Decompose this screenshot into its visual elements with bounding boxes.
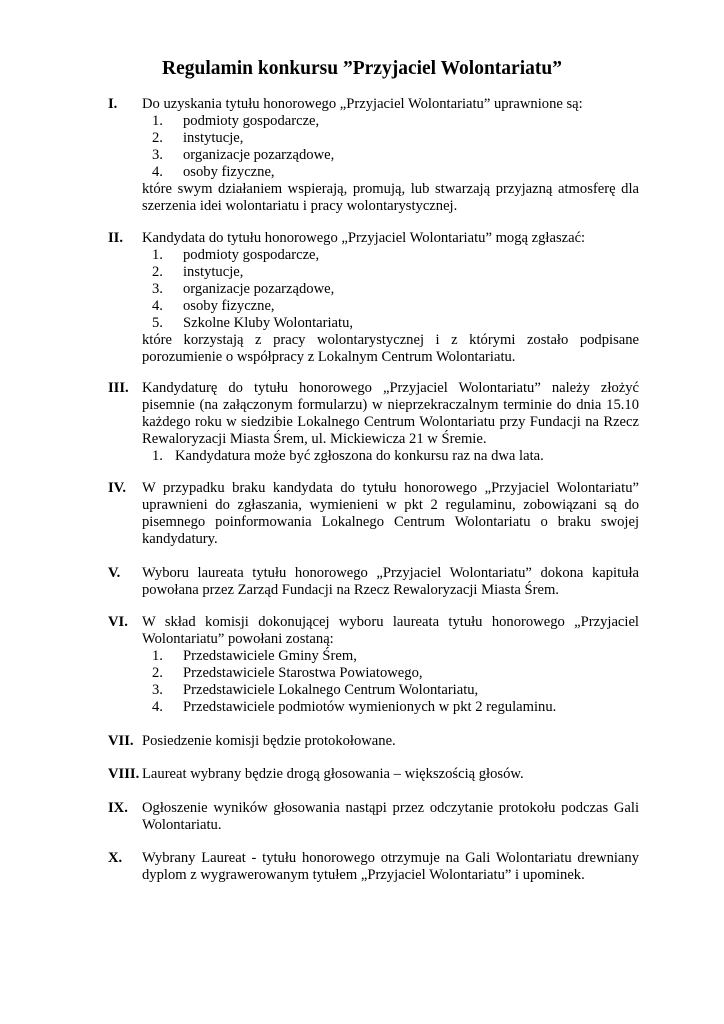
item-list (142, 113, 639, 181)
item-list (142, 247, 639, 332)
section-6 (108, 614, 639, 716)
section-intro: Ogłoszenie wyników głosowania nastąpi przez odczytanie protokołu podczas Gali Wolontariatu. (142, 800, 639, 833)
list-item: 2. Przedstawiciele Starostwa Powiatowego, (152, 665, 423, 681)
section-2 (108, 230, 639, 366)
list-item: 1. Przedstawiciele Gminy Śrem, (152, 648, 357, 664)
section-outro: które korzystają z pracy wolontarystycznej i z którymi zostało podpisane porozumienie o współpracy z Lokalnym Centrum Wolontariatu. (142, 332, 639, 365)
item-list (142, 648, 639, 716)
list-item: 3. organizacje pozarządowe, (152, 147, 335, 163)
list-item: 3. Przedstawiciele Lokalnego Centrum Wolontariatu, (152, 682, 479, 698)
section-number: X. (108, 850, 123, 866)
section-intro: Wybrany Laureat - tytułu honorowego otrzymuje na Gali Wolontariatu drewniany dyplom z wygrawerowanym tytułem „Przyjaciel Wolontariatu” i upominek. (142, 850, 639, 883)
section-4 (108, 480, 639, 548)
section-number: IX. (108, 800, 128, 816)
list-item: 2. instytucje, (152, 130, 244, 146)
section-intro: Do uzyskania tytułu honorowego „Przyjaciel Wolontariatu” uprawnione są: (142, 96, 583, 112)
section-intro: Posiedzenie komisji będzie protokołowane. (142, 733, 396, 749)
section-9 (108, 800, 639, 834)
section-intro: Laureat wybrany będzie drogą głosowania – większością głosów. (142, 766, 524, 782)
section-number: VII. (108, 733, 134, 749)
section-number: IV. (108, 480, 126, 496)
list-item: 2. instytucje, (152, 264, 244, 280)
section-intro: Kandydata do tytułu honorowego „Przyjaciel Wolontariatu” mogą zgłaszać: (142, 230, 586, 246)
section-3 (108, 380, 639, 465)
section-intro: Kandydaturę do tytułu honorowego „Przyjaciel Wolontariatu” należy złożyć pisemnie (na załączonym formularzu) w nieprzekraczalnym terminie do dnia 15.10 każdego roku w siedzibie Lokalnego Centrum Wolontariatu przy Fundacji na Rzecz Rewaloryzacji Miasta Śrem, ul. Mickiewicza 21 w Śremie. (142, 380, 639, 447)
list-item: 3. organizacje pozarządowe, (152, 281, 335, 297)
section-intro: W skład komisji dokonującej wyboru laureata tytułu honorowego „Przyjaciel Wolontariatu” powołani zostaną: (142, 614, 639, 647)
list-item: 4. Przedstawiciele podmiotów wymienionych w pkt 2 regulaminu. (152, 699, 557, 715)
section-intro: Wyboru laureata tytułu honorowego „Przyjaciel Wolontariatu” dokona kapituła powołana przez Zarząd Fundacji na Rzecz Rewaloryzacji Miasta Śrem. (142, 565, 639, 598)
list-item: 5. Szkolne Kluby Wolontariatu, (152, 315, 354, 331)
section-7 (108, 733, 639, 750)
section-number: V. (108, 565, 121, 581)
list-item: 1. Kandydatura może być zgłoszona do konkursu raz na dwa lata. (152, 448, 544, 464)
section-5 (108, 565, 639, 599)
section-1 (108, 96, 639, 215)
section-number: III. (108, 380, 129, 396)
section-10 (108, 850, 639, 884)
section-number: I. (108, 96, 118, 112)
section-intro: W przypadku braku kandydata do tytułu honorowego „Przyjaciel Wolontariatu” uprawnieni do zgłaszania, wymienieni w pkt 2 regulaminu, zobowiązani są do pisemnego poinformowania Lokalnego Centrum Wolontariatu o braku swojej kandydatury. (142, 480, 639, 547)
list-item: 4. osoby fizyczne, (152, 164, 275, 180)
list-item: 1. podmioty gospodarcze, (152, 113, 320, 129)
document-title: Regulamin konkursu ”Przyjaciel Wolontariatu” (162, 58, 562, 79)
section-number: VI. (108, 614, 128, 630)
section-number: II. (108, 230, 124, 246)
list-item: 1. podmioty gospodarcze, (152, 247, 320, 263)
list-item: 4. osoby fizyczne, (152, 298, 275, 314)
section-8 (108, 766, 639, 783)
section-outro: które swym działaniem wspierają, promują, lub stwarzają przyjazną atmosferę dla szerzenia idei wolontariatu i pracy wolontarystycznej. (142, 181, 639, 214)
section-number: VIII. (108, 766, 140, 782)
